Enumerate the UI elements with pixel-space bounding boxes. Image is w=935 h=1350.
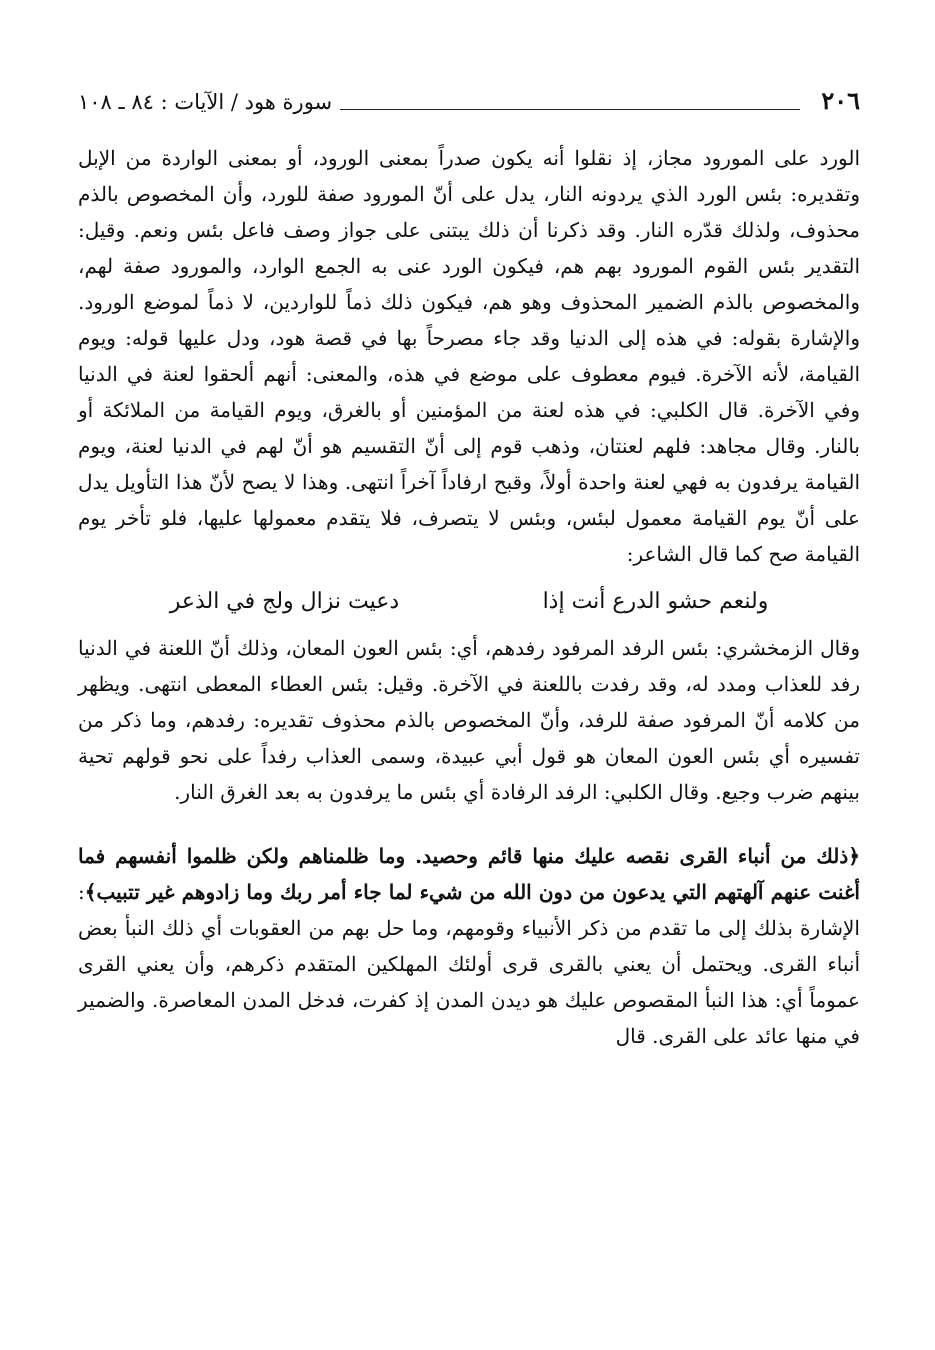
quranic-verse: ﴿ذلك من أنباء القرى نقصه عليك منها قائم وحصيد. وما ظلمناهم ولكن ظلموا أنفسهم فما أغنت عنهم آلهتهم التي يدعون من دون الله من شيء لما جاء أمر ربك وما زادوهم غير تتبيب﴾ [78, 844, 860, 904]
running-title: سورة هود / الآيات : ٨٤ ـ ١٠٨ [78, 90, 333, 114]
poem-hemistich-first: ولنعم حشو الدرع أنت إذا [542, 589, 769, 614]
paragraph: الورد على المورود مجاز، إذ نقلوا أنه يكون صدراً بمعنى الورود، أو بمعنى الواردة من الإبل وتقديره: بئس الورد الذي يردونه النار، يدل على أنّ المورود صفة للورد، وأن المخصوص بالذم محذوف، ولذلك قدّره النار. وقد ذكرنا أن ذلك يبتنى على جواز وصف فاعل بئس ونعم. وقيل: التقدير بئس القوم المورود بهم هم، فيكون الورد عنى به الجمع الوارد، والمورود صفة لهم، والمخصوص بالذم الضمير المحذوف وهو هم، فيكون ذلك ذماً للواردين، لا ذماً لموضع الورود. والإشارة بقوله: في هذه إلى الدنيا وقد جاء مصرحاً بها في قصة هود، ودل عليها قوله: ويوم القيامة، لأنه الآخرة. فيوم معطوف على موضع في هذه، والمعنى: أنهم ألحقوا لعنة في الدنيا وفي الآخرة. قال الكلبي: في هذه لعنة من المؤمنين أو بالغرق، ويوم القيامة من الملائكة أو بالنار. وقال مجاهد: فلهم لعنتان، وذهب قوم إلى أنّ التقسيم هو أنّ لهم في الدنيا لعنة، ويوم القيامة يرفدون به فهي لعنة واحدة أولاً، وقبح ارفاداً آخراً انتهى. وهذا لا يصح لأنّ هذا التأويل يدل على أنّ يوم القيامة معمول لبئس، وبئس لا يتصرف، فلا يتقدم معمولها عليها، فلو تأخر يوم القيامة صح كما قال الشاعر: [78, 146, 861, 566]
paragraph: وقال الزمخشري: بئس الرفد المرفود رفدهم، أي: بئس العون المعان، وذلك أنّ اللعنة في الدنيا رفد للعذاب ومدد له، وقد رفدت باللعنة في الآخرة. وقيل: بئس العطاء المعطى انتهى. ويظهر من كلامه أنّ المرفود صفة للرفد، وأنّ المخصوص بالذم محذوف تقديره: رفدهم، وما ذكر من تفسيره أي بئس العون المعان هو قول أبي عبيدة، وسمى العذاب رفداً على نحو قولهم تحية بينهم ضرب وجيع. وقال الكلبي: الرفد الرفادة أي بئس ما يرفدون به بعد الغرق النار. [78, 636, 861, 804]
quranic-passage-paragraph [78, 838, 860, 1054]
poem-verse [98, 584, 840, 620]
page-number: ٢٠٦ [821, 86, 860, 115]
commentary: : الإشارة بذلك إلى ما تقدم من ذكر الأنبياء وقومهم، وما حل بهم من العقوبات أي ذلك النبأ بعض أنباء القرى. ويحتمل أن يعني بالقرى قرى أولئك المهلكين المتقدم ذكرهم، وأن يعني القرى عموماً أي: هذا النبأ المقصوص عليك هو ديدن المدن إذ كفرت، فدخل المدن المعاصرة. والضمير في منها عائد على القرى. قال [78, 880, 860, 1048]
page-header [78, 85, 860, 121]
section-gap [78, 810, 860, 838]
page-body [78, 140, 860, 1054]
header-rule [340, 109, 800, 110]
poem-hemistich-second: دعيت نزال ولج في الذعر [169, 589, 400, 614]
